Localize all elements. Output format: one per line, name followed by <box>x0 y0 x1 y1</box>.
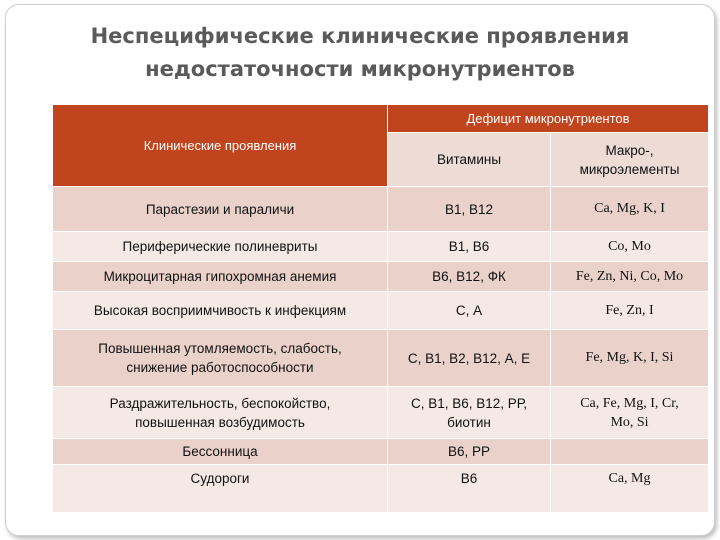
cell-vitamins: В1, В6 <box>388 232 551 262</box>
cell-minerals: Co, Mo <box>551 232 709 262</box>
cell-vitamins: В1, В12 <box>388 187 551 232</box>
table-row <box>53 330 709 387</box>
table-row <box>53 292 709 330</box>
cell-symptom: Микроцитарная гипохромная анемия <box>53 262 388 292</box>
table-row <box>53 439 709 465</box>
page-title <box>40 20 680 86</box>
cell-symptom: Судороги <box>53 465 388 513</box>
table-row <box>53 187 709 232</box>
cell-vitamins: В6, РР <box>388 439 551 465</box>
cell-vitamins: В6, В12, ФК <box>388 262 551 292</box>
cell-symptom: Парастезии и параличи <box>53 187 388 232</box>
cell-minerals: Ca, Mg, K, I <box>551 187 709 232</box>
header-deficit-group: Дефицит микронутриентов <box>388 105 709 133</box>
cell-symptom: Раздражительность, беспокойство, повышенная возбудимость <box>53 387 388 439</box>
title-line-2: недостаточности микронутриентов <box>145 57 575 81</box>
table-row <box>53 465 709 513</box>
cell-minerals: Ca, Mg <box>551 465 709 513</box>
cell-symptom: Повышенная утомляемость, слабость, снижение работоспособности <box>53 330 388 387</box>
cell-symptom: Бессонница <box>53 439 388 465</box>
header-minerals: Макро-, микроэлементы <box>551 133 709 187</box>
cell-minerals: Ca, Fe, Mg, I, Cr, Mo, Si <box>551 387 709 439</box>
cell-vitamins: С, В1, В6, В12, РР, биотин <box>388 387 551 439</box>
cell-minerals: Fe, Zn, Ni, Co, Mo <box>551 262 709 292</box>
cell-vitamins: С, А <box>388 292 551 330</box>
cell-minerals <box>551 439 709 465</box>
title-line-1: Неспецифические клинические проявления <box>90 24 630 48</box>
micronutrient-table <box>52 104 709 513</box>
header-clinical: Клинические проявления <box>53 105 388 187</box>
table-row <box>53 387 709 439</box>
cell-minerals: Fe, Mg, K, I, Si <box>551 330 709 387</box>
header-vitamins: Витамины <box>388 133 551 187</box>
cell-vitamins: С, В1, В2, В12, А, Е <box>388 330 551 387</box>
table-row <box>53 262 709 292</box>
cell-vitamins: В6 <box>388 465 551 513</box>
cell-symptom: Периферические полиневриты <box>53 232 388 262</box>
table-row <box>53 232 709 262</box>
cell-minerals: Fe, Zn, I <box>551 292 709 330</box>
cell-symptom: Высокая восприимчивость к инфекциям <box>53 292 388 330</box>
